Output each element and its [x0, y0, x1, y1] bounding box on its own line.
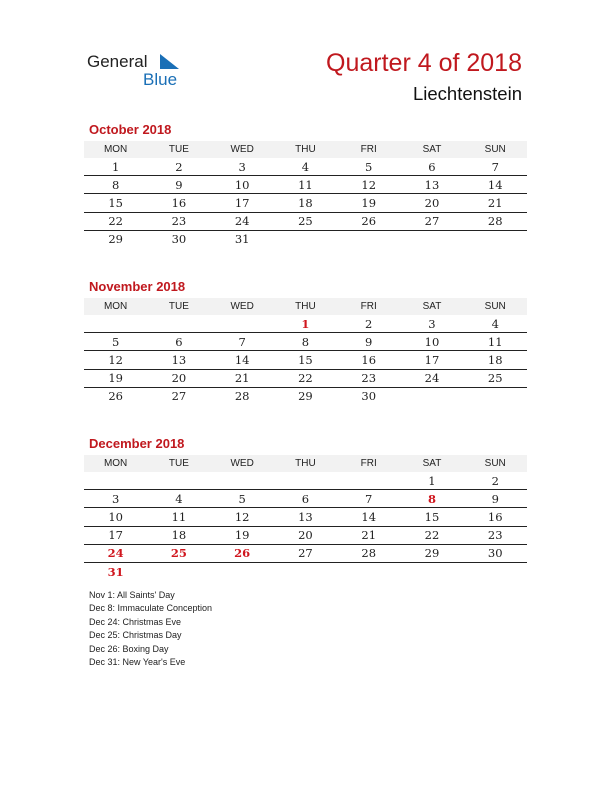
day-cell: 30 — [171, 232, 187, 247]
day-cell: 30 — [487, 546, 503, 561]
day-cell: 6 — [301, 491, 310, 506]
weekday-header: FRI — [360, 144, 377, 155]
holiday-day-cell: 31 — [107, 564, 124, 579]
day-cell: 25 — [298, 214, 313, 229]
weekday-header-row — [84, 455, 527, 472]
week-row — [84, 490, 527, 508]
day-cell: 14 — [487, 177, 503, 192]
day-cell: 12 — [234, 509, 250, 524]
weekday-header: TUE — [168, 144, 189, 155]
day-cell: 7 — [491, 159, 499, 174]
holiday-day-cell: 24 — [107, 546, 124, 561]
day-cell: 11 — [171, 509, 187, 524]
country-name: Liechtenstein — [412, 83, 522, 104]
day-cell: 28 — [234, 389, 250, 404]
day-cell: 3 — [428, 316, 436, 331]
day-cell: 3 — [238, 159, 246, 174]
day-cell: 6 — [428, 159, 436, 174]
month-december — [84, 436, 527, 580]
day-cell: 21 — [361, 528, 377, 543]
week-row — [84, 333, 527, 351]
day-cell: 30 — [361, 389, 377, 404]
day-cell: 16 — [361, 352, 377, 367]
day-cell: 19 — [108, 371, 123, 386]
week-row — [84, 315, 527, 333]
week-row — [84, 194, 527, 212]
holiday-day-cell: 25 — [170, 546, 187, 561]
generalblue-logo — [87, 52, 187, 92]
day-cell: 5 — [238, 491, 246, 506]
holiday-day-cell: 26 — [234, 546, 251, 561]
weekday-header-row — [84, 298, 527, 315]
holiday-notes — [89, 589, 212, 669]
day-cell: 18 — [298, 195, 313, 210]
day-cell: 18 — [171, 528, 187, 543]
weekday-header: MON — [103, 144, 128, 155]
day-cell: 29 — [298, 389, 313, 404]
holiday-note: Dec 31: New Year's Eve — [89, 657, 186, 668]
weekday-header: THU — [295, 144, 316, 155]
holiday-day-cell: 8 — [427, 491, 436, 506]
day-cell: 1 — [111, 159, 120, 174]
day-cell: 8 — [301, 334, 310, 349]
day-cell: 6 — [175, 334, 183, 349]
day-cell: 13 — [171, 352, 187, 367]
weekday-header: WED — [230, 301, 254, 312]
day-cell: 11 — [298, 177, 313, 192]
weekday-header-row — [84, 141, 527, 158]
day-cell: 1 — [428, 473, 436, 488]
day-cell: 5 — [365, 159, 373, 174]
day-cell: 12 — [361, 177, 377, 192]
day-cell: 31 — [234, 232, 250, 247]
week-row — [84, 388, 527, 405]
day-cell: 29 — [108, 232, 123, 247]
month-title: November 2018 — [89, 279, 186, 294]
weekday-header: WED — [230, 458, 254, 469]
day-cell: 2 — [491, 473, 499, 488]
day-cell: 13 — [298, 509, 313, 524]
day-cell: 25 — [487, 371, 503, 386]
week-row — [84, 545, 527, 563]
day-cell: 15 — [108, 195, 123, 210]
week-row — [84, 176, 527, 194]
day-cell: 19 — [234, 528, 250, 543]
day-cell: 10 — [234, 177, 250, 192]
day-cell: 7 — [365, 491, 373, 506]
day-cell: 23 — [171, 214, 187, 229]
weekday-header: MON — [103, 301, 128, 312]
day-cell: 9 — [175, 177, 183, 192]
month-title: December 2018 — [89, 436, 185, 451]
day-cell: 5 — [111, 334, 120, 349]
weekday-header: MON — [103, 458, 128, 469]
day-cell: 19 — [361, 195, 377, 210]
week-row — [84, 508, 527, 526]
week-row — [84, 351, 527, 369]
month-title: October 2018 — [89, 122, 172, 137]
month-november — [84, 279, 527, 405]
day-cell: 10 — [108, 509, 123, 524]
day-cell: 4 — [491, 316, 499, 331]
day-cell: 13 — [424, 177, 440, 192]
day-cell: 27 — [171, 389, 187, 404]
day-cell: 17 — [424, 352, 440, 367]
day-cell: 4 — [301, 159, 310, 174]
day-cell: 23 — [361, 371, 377, 386]
page-title: Quarter 4 of 2018 — [326, 49, 522, 77]
day-cell: 24 — [424, 371, 440, 386]
day-cell: 11 — [487, 334, 503, 349]
day-cell: 12 — [108, 352, 123, 367]
day-cell: 28 — [361, 546, 377, 561]
week-row — [84, 213, 527, 231]
weekday-header: FRI — [360, 458, 377, 469]
holiday-note: Dec 24: Christmas Eve — [89, 616, 182, 627]
day-cell: 10 — [424, 334, 440, 349]
weekday-header: THU — [295, 458, 316, 469]
day-cell: 18 — [487, 352, 503, 367]
weekday-header: SAT — [422, 144, 442, 155]
day-cell: 26 — [361, 214, 377, 229]
day-cell: 20 — [298, 528, 313, 543]
weekday-header: SAT — [422, 458, 442, 469]
day-cell: 22 — [108, 214, 123, 229]
weekday-header: SUN — [484, 301, 506, 312]
day-cell: 26 — [108, 389, 123, 404]
day-cell: 22 — [298, 371, 313, 386]
week-row — [84, 231, 527, 248]
day-cell: 9 — [365, 334, 373, 349]
holiday-note: Dec 8: Immaculate Conception — [89, 603, 213, 614]
day-cell: 14 — [234, 352, 250, 367]
week-row — [84, 527, 527, 545]
day-cell: 3 — [111, 491, 120, 506]
week-row — [84, 563, 527, 580]
weekday-header: THU — [295, 301, 316, 312]
day-cell: 20 — [171, 371, 187, 386]
weekday-header: SAT — [422, 301, 442, 312]
weekday-header: SUN — [484, 144, 506, 155]
weekday-header: SUN — [484, 458, 506, 469]
day-cell: 15 — [424, 509, 440, 524]
weekday-header: WED — [230, 144, 254, 155]
day-cell: 7 — [238, 334, 246, 349]
day-cell: 17 — [108, 528, 123, 543]
day-cell: 20 — [424, 195, 440, 210]
day-cell: 2 — [175, 159, 183, 174]
logo-triangle-icon — [159, 52, 181, 72]
holiday-note: Nov 1: All Saints' Day — [89, 590, 175, 600]
week-row — [84, 158, 527, 176]
day-cell: 22 — [424, 528, 440, 543]
logo-text-general: General — [87, 52, 148, 71]
day-cell: 16 — [487, 509, 503, 524]
week-row — [84, 370, 527, 388]
day-cell: 4 — [175, 491, 183, 506]
week-row — [84, 472, 527, 490]
holiday-note: Dec 25: Christmas Day — [89, 630, 182, 641]
day-cell: 21 — [234, 371, 250, 386]
day-cell: 21 — [487, 195, 503, 210]
day-cell: 28 — [487, 214, 503, 229]
day-cell: 8 — [111, 177, 120, 192]
day-cell: 15 — [298, 352, 313, 367]
logo-text-blue: Blue — [143, 70, 178, 89]
day-cell: 24 — [234, 214, 250, 229]
weekday-header: FRI — [360, 301, 377, 312]
holiday-note: Dec 26: Boxing Day — [89, 643, 169, 654]
day-cell: 27 — [424, 214, 440, 229]
holiday-day-cell: 1 — [301, 316, 310, 331]
month-october — [84, 122, 527, 248]
day-cell: 23 — [487, 528, 503, 543]
weekday-header: TUE — [168, 458, 189, 469]
day-cell: 27 — [298, 546, 313, 561]
day-cell: 17 — [234, 195, 250, 210]
day-cell: 29 — [424, 546, 440, 561]
day-cell: 14 — [361, 509, 377, 524]
weekday-header: TUE — [168, 301, 189, 312]
day-cell: 9 — [491, 491, 499, 506]
day-cell: 2 — [365, 316, 373, 331]
day-cell: 16 — [171, 195, 187, 210]
